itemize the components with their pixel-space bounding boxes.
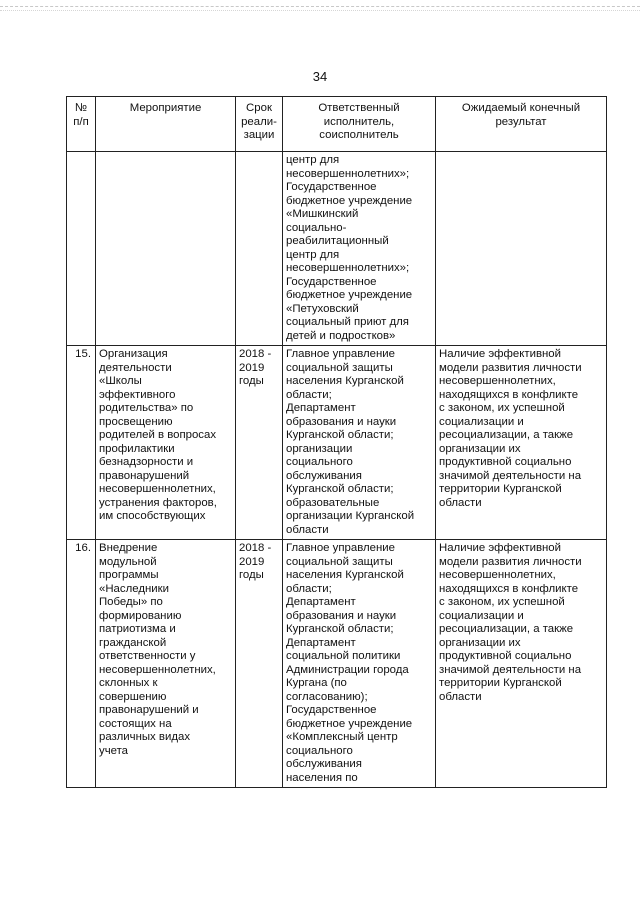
cell-text-line: модели развития личности (439, 361, 582, 374)
cell-text-line: организации их (439, 636, 521, 649)
header-term (236, 97, 283, 152)
row-term (236, 346, 283, 540)
cell-text-line: социализации и (439, 415, 524, 428)
cell-text-line: несовершеннолетних»; (286, 262, 410, 274)
cell-text-line: годы (239, 375, 264, 387)
cell-text-line: модели развития личности (439, 555, 582, 568)
cell-text-line: Победы» по (99, 596, 163, 608)
cell-text-line: Курганской области; (286, 483, 394, 495)
cell-text-line: учета (99, 744, 129, 757)
cell-text-line: центр для (286, 248, 340, 261)
cell-text-line: Организация (99, 348, 168, 360)
cell-text-line: гражданской (99, 636, 167, 649)
row-responsible (283, 152, 436, 346)
cell-text-line: бюджетное учреждение (286, 194, 413, 207)
cell-text-line: безнадзорности и (99, 456, 194, 468)
page-number: 34 (312, 69, 328, 84)
cell-text-line: № (74, 102, 88, 114)
row-result (436, 540, 607, 788)
cell-text-line: Ответственный (318, 102, 400, 114)
row-responsible (283, 540, 436, 788)
cell-text-line: образования и науки (286, 609, 397, 622)
cell-text-line: патриотизма и (99, 623, 176, 635)
table-row (67, 540, 607, 788)
cell-text-line: просвещению (99, 415, 173, 428)
cell-text-line: бюджетное учреждение (286, 717, 413, 730)
cell-text-line: правонарушений (99, 469, 190, 482)
cell-text-line: состоящих на (99, 717, 172, 730)
cell-text-line: обслуживания (286, 469, 362, 482)
cell-text-line: организации Курганской (286, 510, 415, 522)
row-result (436, 346, 607, 540)
row-number: 15. (67, 346, 96, 540)
cell-text-line: Наличие эффективной (439, 348, 561, 360)
table-header-row (67, 97, 607, 152)
cell-text-line: Главное управление (286, 348, 395, 360)
cell-text-line: социально- (286, 221, 347, 234)
cell-text-line: территории Курганской (439, 483, 562, 495)
cell-text-line: Государственное (286, 181, 377, 193)
cell-text-line: устранения факторов, (99, 496, 217, 509)
cell-text-line: Кургана (по (286, 677, 347, 689)
row-term (236, 540, 283, 788)
cell-text-line: Главное управление (286, 542, 395, 554)
cell-text-line: Срок (246, 102, 272, 114)
measures-table (66, 96, 607, 788)
row-event (96, 152, 236, 346)
cell-text-line: организации их (439, 442, 521, 455)
cell-text-line: значимой деятельности на (439, 469, 582, 482)
cell-text-line: Департамент (286, 636, 356, 649)
cell-text-line: различных видах (99, 731, 191, 743)
table-row (67, 152, 607, 346)
row-event (96, 346, 236, 540)
cell-text-line: образования и науки (286, 415, 397, 428)
header-responsible (283, 97, 436, 152)
row-result (436, 152, 607, 346)
cell-text-line: деятельности (99, 361, 172, 374)
cell-text-line: социальной защиты (286, 555, 393, 568)
cell-text-line: образовательные (286, 496, 380, 509)
row-number: 16. (67, 540, 96, 788)
cell-text-line: исполнитель, (323, 115, 395, 128)
cell-text-line: Государственное (286, 704, 377, 716)
cell-text-line: формированию (99, 609, 182, 622)
cell-text-line: социализации и (439, 609, 524, 622)
row-number (67, 152, 96, 346)
cell-text-line: совершению (99, 690, 167, 703)
cell-text-line: реали- (241, 115, 277, 128)
cell-text-line: ответственности у (99, 650, 196, 662)
cell-text-line: Мероприятие (129, 102, 202, 114)
table-row (67, 346, 607, 540)
cell-text-line: программы (99, 569, 159, 581)
cell-text-line: «Наследники (99, 582, 169, 595)
cell-text-line: несовершеннолетних, (99, 663, 216, 676)
cell-text-line: области (439, 690, 482, 703)
cell-text-line: Наличие эффективной (439, 542, 561, 554)
cell-text-line: «Петуховский (286, 302, 359, 315)
cell-text-line: соисполнитель (319, 129, 399, 141)
cell-text-line: с законом, их успешной (439, 402, 565, 414)
cell-text-line: значимой деятельности на (439, 663, 582, 676)
cell-text-line: продуктивной социально (439, 456, 572, 468)
cell-text-line: центр для (286, 154, 340, 166)
cell-text-line: родителей в вопросах (99, 429, 217, 441)
cell-text-line: Курганской области; (286, 623, 394, 635)
cell-text-line: родительства» по (99, 402, 194, 414)
cell-text-line: области; (286, 582, 332, 595)
cell-text-line: Департамент (286, 596, 356, 608)
row-event (96, 540, 236, 788)
cell-text-line: согласованию); (286, 690, 368, 703)
cell-text-line: модульной (99, 555, 157, 568)
cell-text-line: бюджетное учреждение (286, 289, 413, 301)
cell-text-line: организации (286, 442, 353, 455)
cell-text-line: реабилитационный (286, 235, 389, 247)
cell-text-line: 2019 (239, 361, 265, 374)
cell-text-line: Курганской области; (286, 429, 394, 441)
cell-text-line: результат (495, 115, 547, 128)
cell-text-line: Департамент (286, 402, 356, 414)
cell-text-line: годы (239, 569, 264, 581)
cell-text-line: социальный приют для (286, 316, 409, 328)
row-responsible (283, 346, 436, 540)
cell-text-line: склонных к (99, 677, 158, 689)
cell-text-line: 2018 - (239, 348, 272, 360)
cell-text-line: зации (243, 129, 275, 141)
header-event (96, 97, 236, 152)
cell-text-line: Государственное (286, 275, 377, 288)
cell-text-line: ресоциализации, а также (439, 623, 574, 635)
cell-text-line: профилактики (99, 442, 175, 455)
cell-text-line: социального (286, 456, 353, 468)
cell-text-line: несовершеннолетних, (439, 569, 556, 581)
cell-text-line: эффективного (99, 388, 176, 401)
cell-text-line: несовершеннолетних, (439, 375, 556, 387)
cell-text-line: «Школы (99, 375, 142, 387)
cell-text-line: 2019 (239, 555, 265, 568)
cell-text-line: области (439, 496, 482, 509)
header-result (436, 97, 607, 152)
cell-text-line: с законом, их успешной (439, 596, 565, 608)
scan-artifact-line (0, 6, 640, 11)
cell-text-line: социальной защиты (286, 361, 393, 374)
cell-text-line: им способствующих (99, 510, 206, 522)
cell-text-line: населения по (286, 771, 358, 784)
cell-text-line: населения Курганской (286, 569, 404, 581)
cell-text-line: обслуживания (286, 758, 362, 770)
cell-text-line: области (286, 523, 329, 536)
cell-text-line: «Мишкинский (286, 208, 359, 220)
cell-text-line: социальной политики (286, 650, 401, 662)
cell-text-line: п/п (73, 115, 89, 128)
cell-text-line: продуктивной социально (439, 650, 572, 662)
cell-text-line: социального (286, 744, 353, 757)
cell-text-line: территории Курганской (439, 677, 562, 689)
cell-text-line: детей и подростков» (286, 329, 396, 342)
cell-text-line: находящихся в конфликте (439, 388, 579, 401)
cell-text-line: несовершеннолетних, (99, 483, 216, 495)
cell-text-line: области; (286, 388, 332, 401)
cell-text-line: несовершеннолетних»; (286, 167, 410, 180)
cell-text-line: Администрации города (286, 663, 409, 676)
cell-text-line: 2018 - (239, 542, 272, 554)
row-term (236, 152, 283, 346)
cell-text-line: Внедрение (99, 542, 158, 554)
cell-text-line: находящихся в конфликте (439, 582, 579, 595)
cell-text-line: населения Курганской (286, 375, 404, 387)
cell-text-line: Ожидаемый конечный (461, 102, 581, 114)
cell-text-line: ресоциализации, а также (439, 429, 574, 441)
header-number (67, 97, 96, 152)
cell-text-line: «Комплексный центр (286, 731, 398, 743)
cell-text-line: правонарушений и (99, 704, 199, 716)
